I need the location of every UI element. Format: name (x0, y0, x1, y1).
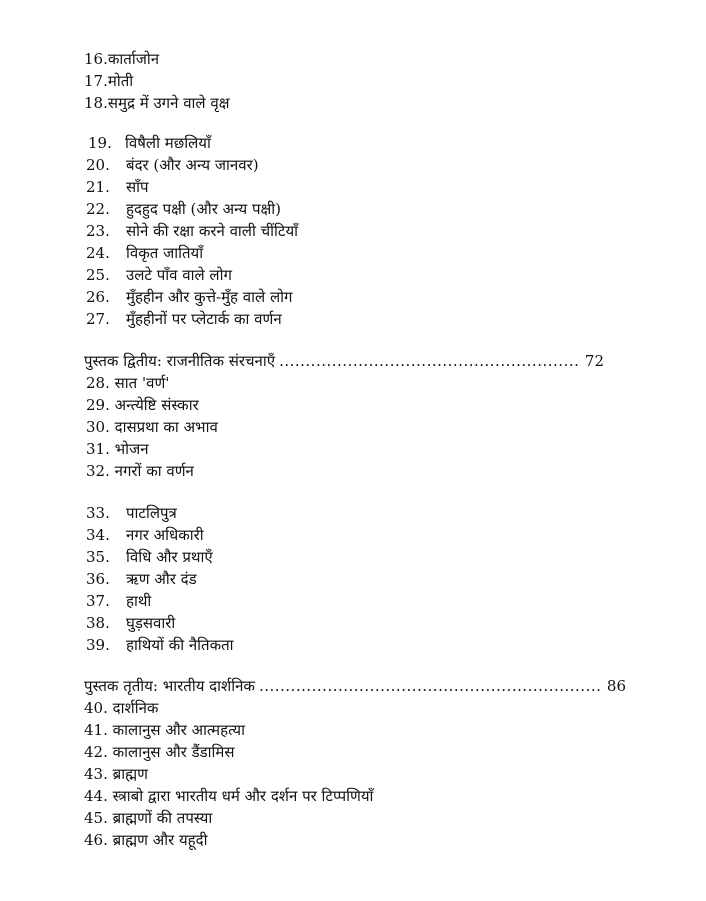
toc-entry (84, 829, 207, 851)
entry-title: हाथियों की नैतिकता (126, 636, 234, 654)
toc-entry (84, 719, 245, 741)
entry-title: कार्ताजोन (107, 50, 160, 68)
page-number: 72 (584, 352, 604, 370)
entry-number: 31. (86, 440, 110, 458)
entry-number: 19. (88, 134, 112, 152)
entry-title: घुड़सवारी (126, 614, 176, 632)
entry-number: 17. (84, 72, 108, 90)
entry-number: 27. (86, 310, 110, 328)
dot-leader (279, 350, 581, 372)
toc-entry (86, 524, 204, 546)
entry-number: 22. (86, 200, 110, 218)
toc-entry (86, 568, 197, 590)
entry-number: 36. (86, 570, 110, 588)
entry-title: सोने की रक्षा करने वाली चींटियाँ (126, 222, 299, 240)
toc-entry (86, 308, 282, 330)
entry-number: 30. (86, 418, 110, 436)
toc-entry (86, 634, 234, 656)
entry-title: कालानुस और डैंडामिस (112, 743, 235, 761)
entry-title: मोती (107, 72, 134, 90)
entry-number: 23. (86, 222, 110, 240)
toc-entry (86, 176, 149, 198)
entry-number: 44. (84, 787, 108, 805)
toc-entry (84, 70, 133, 92)
entry-number: 28. (86, 374, 110, 392)
entry-title: अन्त्येष्टि संस्कार (114, 396, 199, 414)
entry-number: 46. (84, 831, 108, 849)
entry-title: मुँहहीनों पर प्लेटार्क का वर्णन (126, 310, 282, 328)
entry-title: दासप्रथा का अभाव (114, 418, 218, 436)
toc-entry (86, 242, 203, 264)
book-heading-3 (84, 675, 626, 697)
entry-title: साँप (126, 178, 149, 196)
entry-title: स्त्राबो द्वारा भारतीय धर्म और दर्शन पर टिप्पणियाँ (112, 787, 374, 805)
entry-title: ब्राह्मण (112, 765, 148, 783)
toc-entry (84, 92, 229, 114)
entry-number: 29. (86, 396, 110, 414)
entry-number: 38. (86, 614, 110, 632)
entry-number: 35. (86, 548, 110, 566)
entry-number: 40. (84, 699, 108, 717)
entry-number: 33. (86, 504, 110, 522)
entry-title: विधि और प्रथाएँ (126, 548, 213, 566)
entry-number: 20. (86, 156, 110, 174)
entry-title: कालानुस और आत्महत्या (112, 721, 245, 739)
entry-title: भोजन (114, 440, 149, 458)
entry-title: हाथी (126, 592, 152, 610)
toc-entry (84, 741, 235, 763)
entry-title: नगर अधिकारी (126, 526, 204, 544)
book-title: पुस्तक तृतीय: भारतीय दार्शनिक (84, 677, 255, 695)
entry-title: उलटे पाँव वाले लोग (126, 266, 232, 284)
toc-entry (86, 264, 232, 286)
entry-number: 21. (86, 178, 110, 196)
toc-entry (84, 48, 159, 70)
toc-entry (86, 220, 298, 242)
entry-title: मुँहहीन और कुत्ते-मुँह वाले लोग (126, 288, 293, 306)
entry-title: दार्शनिक (112, 699, 159, 717)
page-number: 86 (606, 677, 626, 695)
toc-entry (84, 697, 158, 719)
toc-entry (86, 286, 292, 308)
entry-title: समुद्र में उगने वाले वृक्ष (107, 94, 230, 112)
dot-leader (259, 675, 603, 697)
entry-title: विषैली मछलियाँ (125, 134, 211, 152)
entry-title: बंदर (और अन्य जानवर) (126, 156, 259, 174)
toc-entry (86, 438, 149, 460)
entry-number: 24. (86, 244, 110, 262)
entry-number: 41. (84, 721, 108, 739)
entry-title: सात 'वर्ण' (114, 374, 170, 392)
toc-entry (86, 546, 213, 568)
entry-number: 37. (86, 592, 110, 610)
entry-title: ब्राह्मण और यहूदी (112, 831, 208, 849)
entry-title: हुदहुद पक्षी (और अन्य पक्षी) (126, 200, 282, 218)
toc-entry (86, 394, 199, 416)
toc-entry (84, 807, 212, 829)
entry-number: 16. (84, 50, 108, 68)
toc-entry (88, 132, 211, 154)
toc-entry (86, 612, 175, 634)
toc-entry (84, 785, 373, 807)
book-title: पुस्तक द्वितीय: राजनीतिक संरचनाएँ (84, 352, 276, 370)
entry-number: 42. (84, 743, 108, 761)
entry-number: 18. (84, 94, 108, 112)
entry-number: 32. (86, 462, 110, 480)
toc-entry (86, 460, 194, 482)
entry-number: 39. (86, 636, 110, 654)
entry-number: 43. (84, 765, 108, 783)
toc-entry (86, 154, 259, 176)
toc-entry (86, 372, 169, 394)
entry-title: विकृत जातियाँ (126, 244, 204, 262)
entry-title: पाटलिपुत्र (126, 504, 177, 522)
entry-number: 25. (86, 266, 110, 284)
toc-entry (86, 198, 281, 220)
entry-title: नगरों का वर्णन (114, 462, 194, 480)
entry-title: ब्राह्मणों की तपस्या (112, 809, 213, 827)
entry-number: 34. (86, 526, 110, 544)
entry-number: 26. (86, 288, 110, 306)
toc-entry (84, 763, 148, 785)
toc-entry (86, 590, 151, 612)
book-heading-2 (84, 350, 604, 372)
entry-title: ऋण और दंड (126, 570, 197, 588)
toc-entry (86, 502, 177, 524)
toc-entry (86, 416, 218, 438)
entry-number: 45. (84, 809, 108, 827)
